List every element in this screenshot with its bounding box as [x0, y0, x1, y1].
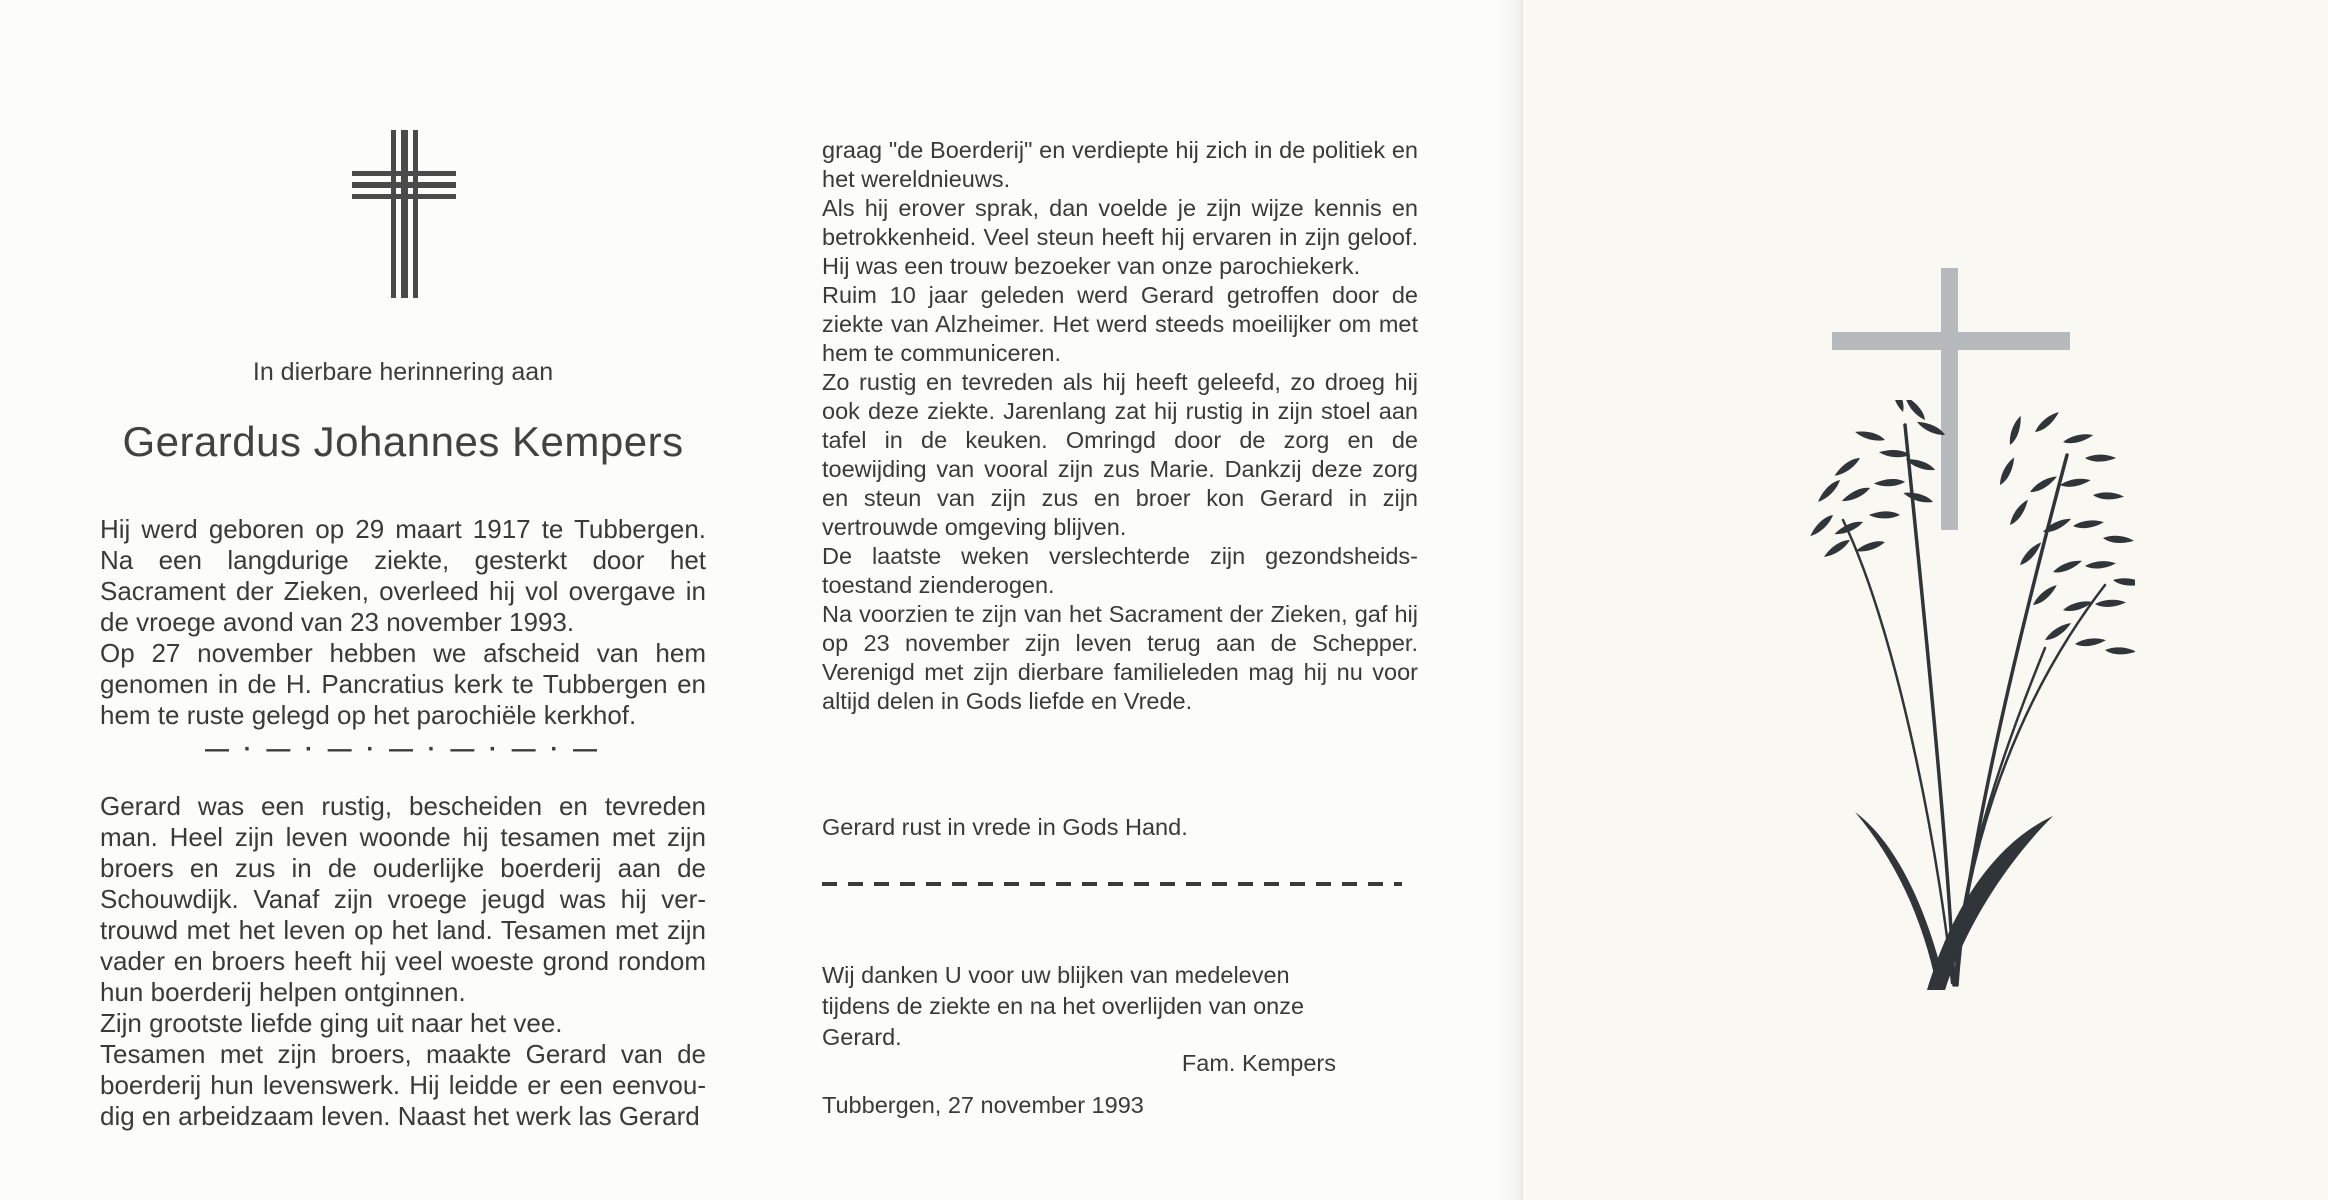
cross-vertical-bars — [391, 130, 418, 298]
cross-horizontal-bars — [352, 171, 456, 199]
paragraph-passing: Na voorzien te zijn van het Sacrament der Zieken, gaf hij op 23 november zijn leven terug aan de Schepper. Verenigd met zijn dierbare familieleden mag hij nu voor altijd delen in Gods liefde en Vrede. — [822, 601, 1418, 714]
triple-cross-icon — [352, 130, 456, 298]
left-text-top — [100, 514, 706, 731]
deceased-name: Gerardus Johannes Kempers — [122, 418, 684, 465]
place-date-line: Tubbergen, 27 november 1993 — [822, 1092, 1144, 1118]
paragraph-care: Zo rustig en tevreden als hij heeft geleefd, zo droeg hij ook deze ziekte. Jarenlang zat hij rustig in zijn stoel aan tafel in de keuken. Omringd door de zorg en de toewijding van vooral zijn zus Marie. Dankzij deze zorg en steun van zijn zus en broer kon Gerard in zijn vertrouwde omgeving blijven. — [822, 369, 1418, 540]
paragraph-farm: Tesamen met zijn broers, maakte Gerard van de boerderij hun levenswerk. Hij leidde er een eenvoudig en arbeidzaam leven. Naast het werk las Gerard — [100, 1039, 706, 1131]
plant-blades — [1855, 812, 2053, 990]
paragraph-decline: De laatste weken verslechterde zijn gezondsheidstoestand zienderogen. — [822, 543, 1418, 598]
dashed-divider — [822, 882, 1402, 886]
silver-cross-horizontal — [1832, 332, 2070, 350]
paragraph-cattle: Zijn grootste liefde ging uit naar het vee. — [100, 1008, 563, 1038]
left-text-bottom — [100, 791, 706, 1132]
paragraph-life: Gerard was een rustig, bescheiden en tevreden man. Heel zijn leven woonde hij tesamen met zijn broers en zus in de ouderlijke boerderij aan de Schouwdijk. Vanaf zijn vroege jeugd was hij vertrouwd met het leven op het land. Tesamen met zijn vader en broers heeft hij veel woeste grond rondom hun boerderij helpen ontginnen. — [100, 791, 706, 1007]
thanks-block — [822, 960, 1336, 1053]
rest-in-peace-line: Gerard rust in vrede in Gods Hand. — [822, 814, 1188, 840]
memorial-intro-line: In dierbare herinnering aan — [252, 358, 554, 386]
paragraph-birth-death: Hij werd geboren op 29 maart 1917 te Tubbergen. Na een langdurige ziekte, gesterkt door het Sacrament der Zieken, overleed hij vol overgave in de vroege avond van 23 november 1993. — [100, 514, 706, 637]
family-signature: Fam. Kempers — [1181, 1050, 1336, 1076]
plant-leaves — [1806, 400, 2135, 660]
paragraph-faith: Als hij erover sprak, dan voelde je zijn wijze kennis en betrokkenheid. Veel steun heeft hij ervaren in zijn geloof. Hij was een trouw bezoeker van onze parochiekerk. — [822, 195, 1418, 279]
paragraph-reading: graag "de Boerderij" en verdiepte hij zich in de politiek en het wereldnieuws. — [822, 137, 1418, 192]
thanks-line: Wij danken U voor uw blijken van medeleven tijdens de ziekte en na het overlijden van onze Gerard. — [822, 962, 1305, 1050]
paragraph-farewell: Op 27 november hebben we afscheid van hem genomen in de H. Pancratius kerk te Tubbergen en hem te ruste gelegd op het parochiële kerkhof. — [100, 638, 706, 730]
front-cover-page — [1523, 0, 2328, 1200]
paragraph-alzheimer: Ruim 10 jaar geleden werd Gerard getroffen door de ziekte van Alzheimer. Het werd steeds moeilijker om met hem te communiceren. — [822, 282, 1418, 366]
middle-text-column — [822, 136, 1418, 716]
grass-bouquet-illustration — [1805, 400, 2135, 995]
dash-dot-divider: — · — · — · — · — · — · — — [205, 736, 601, 763]
